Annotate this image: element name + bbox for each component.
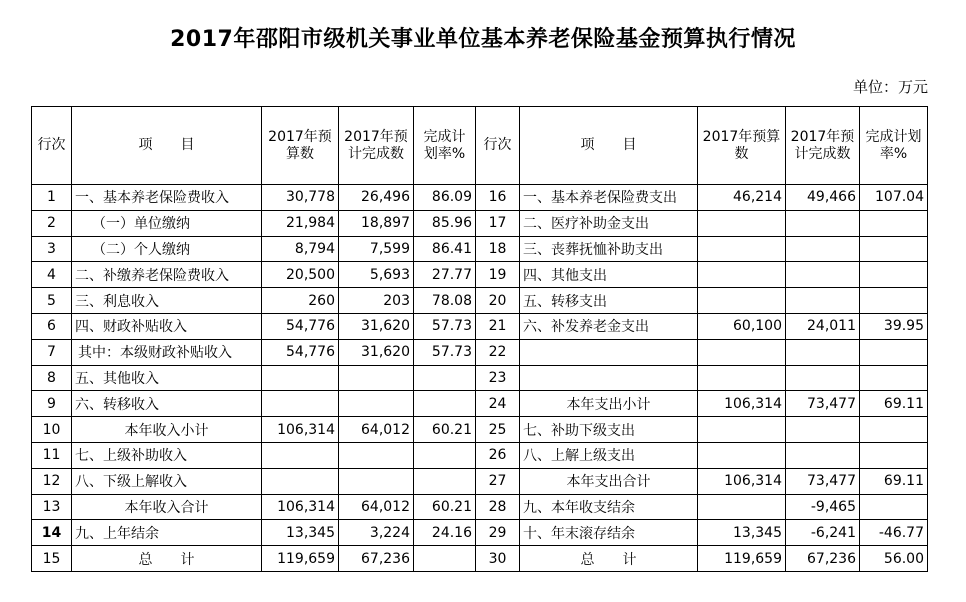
budget-value: 60,100 — [698, 313, 786, 339]
done-value: 24,011 — [786, 313, 860, 339]
budget-value: 54,776 — [262, 339, 339, 365]
item-label: 一、基本养老保险费支出 — [520, 185, 698, 211]
row-no: 7 — [32, 339, 72, 365]
done-value: 49,466 — [786, 185, 860, 211]
done-value — [786, 262, 860, 288]
rate-value — [860, 236, 928, 262]
done-value: 5,693 — [339, 262, 414, 288]
row-no: 25 — [476, 417, 520, 443]
rate-value: 39.95 — [860, 313, 928, 339]
done-value — [339, 468, 414, 494]
row-no: 10 — [32, 417, 72, 443]
table-row — [32, 468, 928, 494]
done-value: 73,477 — [786, 391, 860, 417]
budget-value — [698, 236, 786, 262]
item-label: 三、丧葬抚恤补助支出 — [520, 236, 698, 262]
rate-value: 86.09 — [414, 185, 476, 211]
done-value — [786, 236, 860, 262]
done-value — [339, 365, 414, 391]
done-value: 3,224 — [339, 520, 414, 546]
item-label: 二、医疗补助金支出 — [520, 210, 698, 236]
rate-value: 27.77 — [414, 262, 476, 288]
rate-value: -46.77 — [860, 520, 928, 546]
item-label: 九、上年结余 — [72, 520, 262, 546]
row-no: 15 — [32, 546, 72, 572]
budget-value: 260 — [262, 288, 339, 314]
rate-value — [860, 339, 928, 365]
rate-value: 60.21 — [414, 494, 476, 520]
item-label: 一、基本养老保险费收入 — [72, 185, 262, 211]
budget-value: 119,659 — [698, 546, 786, 572]
table-row — [32, 339, 928, 365]
row-no: 22 — [476, 339, 520, 365]
header-rate: 完成计划率% — [414, 107, 476, 185]
budget-value: 46,214 — [698, 185, 786, 211]
done-value — [339, 442, 414, 468]
row-no: 13 — [32, 494, 72, 520]
row-no: 20 — [476, 288, 520, 314]
table-row — [32, 417, 928, 443]
budget-value: 106,314 — [698, 391, 786, 417]
page-title: 2017年邵阳市级机关事业单位基本养老保险基金预算执行情况 — [170, 27, 796, 52]
budget-value: 30,778 — [262, 185, 339, 211]
item-label: 本年收入小计 — [72, 417, 262, 443]
rate-value — [860, 417, 928, 443]
done-value: 64,012 — [339, 494, 414, 520]
table-row — [32, 494, 928, 520]
header-item: 项 目 — [72, 107, 262, 185]
budget-value — [262, 365, 339, 391]
row-no: 21 — [476, 313, 520, 339]
row-no: 26 — [476, 442, 520, 468]
budget-table — [31, 106, 928, 572]
budget-value: 13,345 — [698, 520, 786, 546]
row-no: 27 — [476, 468, 520, 494]
item-label — [520, 339, 698, 365]
done-value: 18,897 — [339, 210, 414, 236]
row-no: 6 — [32, 313, 72, 339]
budget-value: 106,314 — [262, 494, 339, 520]
budget-value — [262, 468, 339, 494]
row-no: 1 — [32, 185, 72, 211]
done-value — [786, 417, 860, 443]
table-row — [32, 365, 928, 391]
done-value: -6,241 — [786, 520, 860, 546]
budget-value: 20,500 — [262, 262, 339, 288]
table-row — [32, 391, 928, 417]
rate-value — [414, 365, 476, 391]
budget-value — [262, 442, 339, 468]
table-row — [32, 185, 928, 211]
budget-value — [262, 391, 339, 417]
done-value — [786, 339, 860, 365]
done-value — [339, 391, 414, 417]
table-row — [32, 520, 928, 546]
item-label: 五、其他收入 — [72, 365, 262, 391]
item-label: 九、本年收支结余 — [520, 494, 698, 520]
item-label: 五、转移支出 — [520, 288, 698, 314]
item-label: 六、补发养老金支出 — [520, 313, 698, 339]
rate-value — [414, 546, 476, 572]
item-label: 六、转移收入 — [72, 391, 262, 417]
item-label: 二、补缴养老保险费收入 — [72, 262, 262, 288]
row-no: 14 — [32, 520, 72, 546]
header-row-no: 行次 — [32, 107, 72, 185]
rate-value — [414, 391, 476, 417]
row-no: 12 — [32, 468, 72, 494]
item-label: 总 计 — [72, 546, 262, 572]
table-header-row — [32, 107, 928, 185]
item-label: 七、上级补助收入 — [72, 442, 262, 468]
table-row — [32, 288, 928, 314]
done-value: 31,620 — [339, 313, 414, 339]
row-no: 18 — [476, 236, 520, 262]
row-no: 23 — [476, 365, 520, 391]
done-value: 64,012 — [339, 417, 414, 443]
header-done: 2017年预计完成数 — [786, 107, 860, 185]
row-no: 29 — [476, 520, 520, 546]
item-label: 十、年末滚存结余 — [520, 520, 698, 546]
header-done: 2017年预计完成数 — [339, 107, 414, 185]
rate-value: 85.96 — [414, 210, 476, 236]
row-no: 30 — [476, 546, 520, 572]
budget-value — [698, 494, 786, 520]
budget-value — [698, 339, 786, 365]
done-value — [786, 365, 860, 391]
rate-value: 78.08 — [414, 288, 476, 314]
rate-value: 69.11 — [860, 468, 928, 494]
rate-value: 57.73 — [414, 313, 476, 339]
done-value: 67,236 — [786, 546, 860, 572]
row-no: 28 — [476, 494, 520, 520]
budget-value: 106,314 — [262, 417, 339, 443]
item-label: 本年收入合计 — [72, 494, 262, 520]
table-row — [32, 236, 928, 262]
header-budget: 2017年预算数 — [262, 107, 339, 185]
table-row — [32, 313, 928, 339]
done-value: -9,465 — [786, 494, 860, 520]
header-item: 项 目 — [520, 107, 698, 185]
item-label: 本年支出小计 — [520, 391, 698, 417]
rate-value: 24.16 — [414, 520, 476, 546]
budget-value: 54,776 — [262, 313, 339, 339]
item-label: 八、下级上解收入 — [72, 468, 262, 494]
row-no: 11 — [32, 442, 72, 468]
budget-value — [698, 442, 786, 468]
done-value: 26,496 — [339, 185, 414, 211]
budget-value: 21,984 — [262, 210, 339, 236]
rate-value: 60.21 — [414, 417, 476, 443]
rate-value: 86.41 — [414, 236, 476, 262]
done-value — [786, 288, 860, 314]
budget-value: 119,659 — [262, 546, 339, 572]
rate-value — [860, 365, 928, 391]
header-row-no: 行次 — [476, 107, 520, 185]
rate-value — [414, 442, 476, 468]
row-no: 2 — [32, 210, 72, 236]
budget-value: 13,345 — [262, 520, 339, 546]
item-label: 七、补助下级支出 — [520, 417, 698, 443]
row-no: 17 — [476, 210, 520, 236]
item-label: 四、其他支出 — [520, 262, 698, 288]
item-label — [520, 365, 698, 391]
row-no: 5 — [32, 288, 72, 314]
header-rate: 完成计划率% — [860, 107, 928, 185]
item-label: 八、上解上级支出 — [520, 442, 698, 468]
rate-value: 107.04 — [860, 185, 928, 211]
row-no: 24 — [476, 391, 520, 417]
table-row — [32, 442, 928, 468]
unit-label: 单位：万元 — [852, 78, 928, 96]
item-label: （一）单位缴纳 — [72, 210, 262, 236]
item-label: 四、财政补贴收入 — [72, 313, 262, 339]
rate-value — [860, 262, 928, 288]
rate-value — [860, 210, 928, 236]
table-row — [32, 262, 928, 288]
table-row — [32, 210, 928, 236]
row-no: 4 — [32, 262, 72, 288]
item-label: （二）个人缴纳 — [72, 236, 262, 262]
rate-value: 69.11 — [860, 391, 928, 417]
done-value: 31,620 — [339, 339, 414, 365]
rate-value — [414, 468, 476, 494]
budget-value: 8,794 — [262, 236, 339, 262]
row-no: 16 — [476, 185, 520, 211]
rate-value — [860, 494, 928, 520]
row-no: 19 — [476, 262, 520, 288]
rate-value: 57.73 — [414, 339, 476, 365]
budget-value: 106,314 — [698, 468, 786, 494]
item-label: 本年支出合计 — [520, 468, 698, 494]
item-label: 三、利息收入 — [72, 288, 262, 314]
budget-value — [698, 417, 786, 443]
done-value: 203 — [339, 288, 414, 314]
budget-value — [698, 262, 786, 288]
budget-value — [698, 288, 786, 314]
rate-value — [860, 442, 928, 468]
done-value — [786, 210, 860, 236]
rate-value: 56.00 — [860, 546, 928, 572]
done-value: 67,236 — [339, 546, 414, 572]
header-budget: 2017年预算数 — [698, 107, 786, 185]
item-label: 总 计 — [520, 546, 698, 572]
row-no: 9 — [32, 391, 72, 417]
budget-value — [698, 365, 786, 391]
done-value — [786, 442, 860, 468]
rate-value — [860, 288, 928, 314]
done-value: 7,599 — [339, 236, 414, 262]
row-no: 8 — [32, 365, 72, 391]
item-label: 其中：本级财政补贴收入 — [72, 339, 262, 365]
table-row — [32, 546, 928, 572]
done-value: 73,477 — [786, 468, 860, 494]
row-no: 3 — [32, 236, 72, 262]
budget-value — [698, 210, 786, 236]
